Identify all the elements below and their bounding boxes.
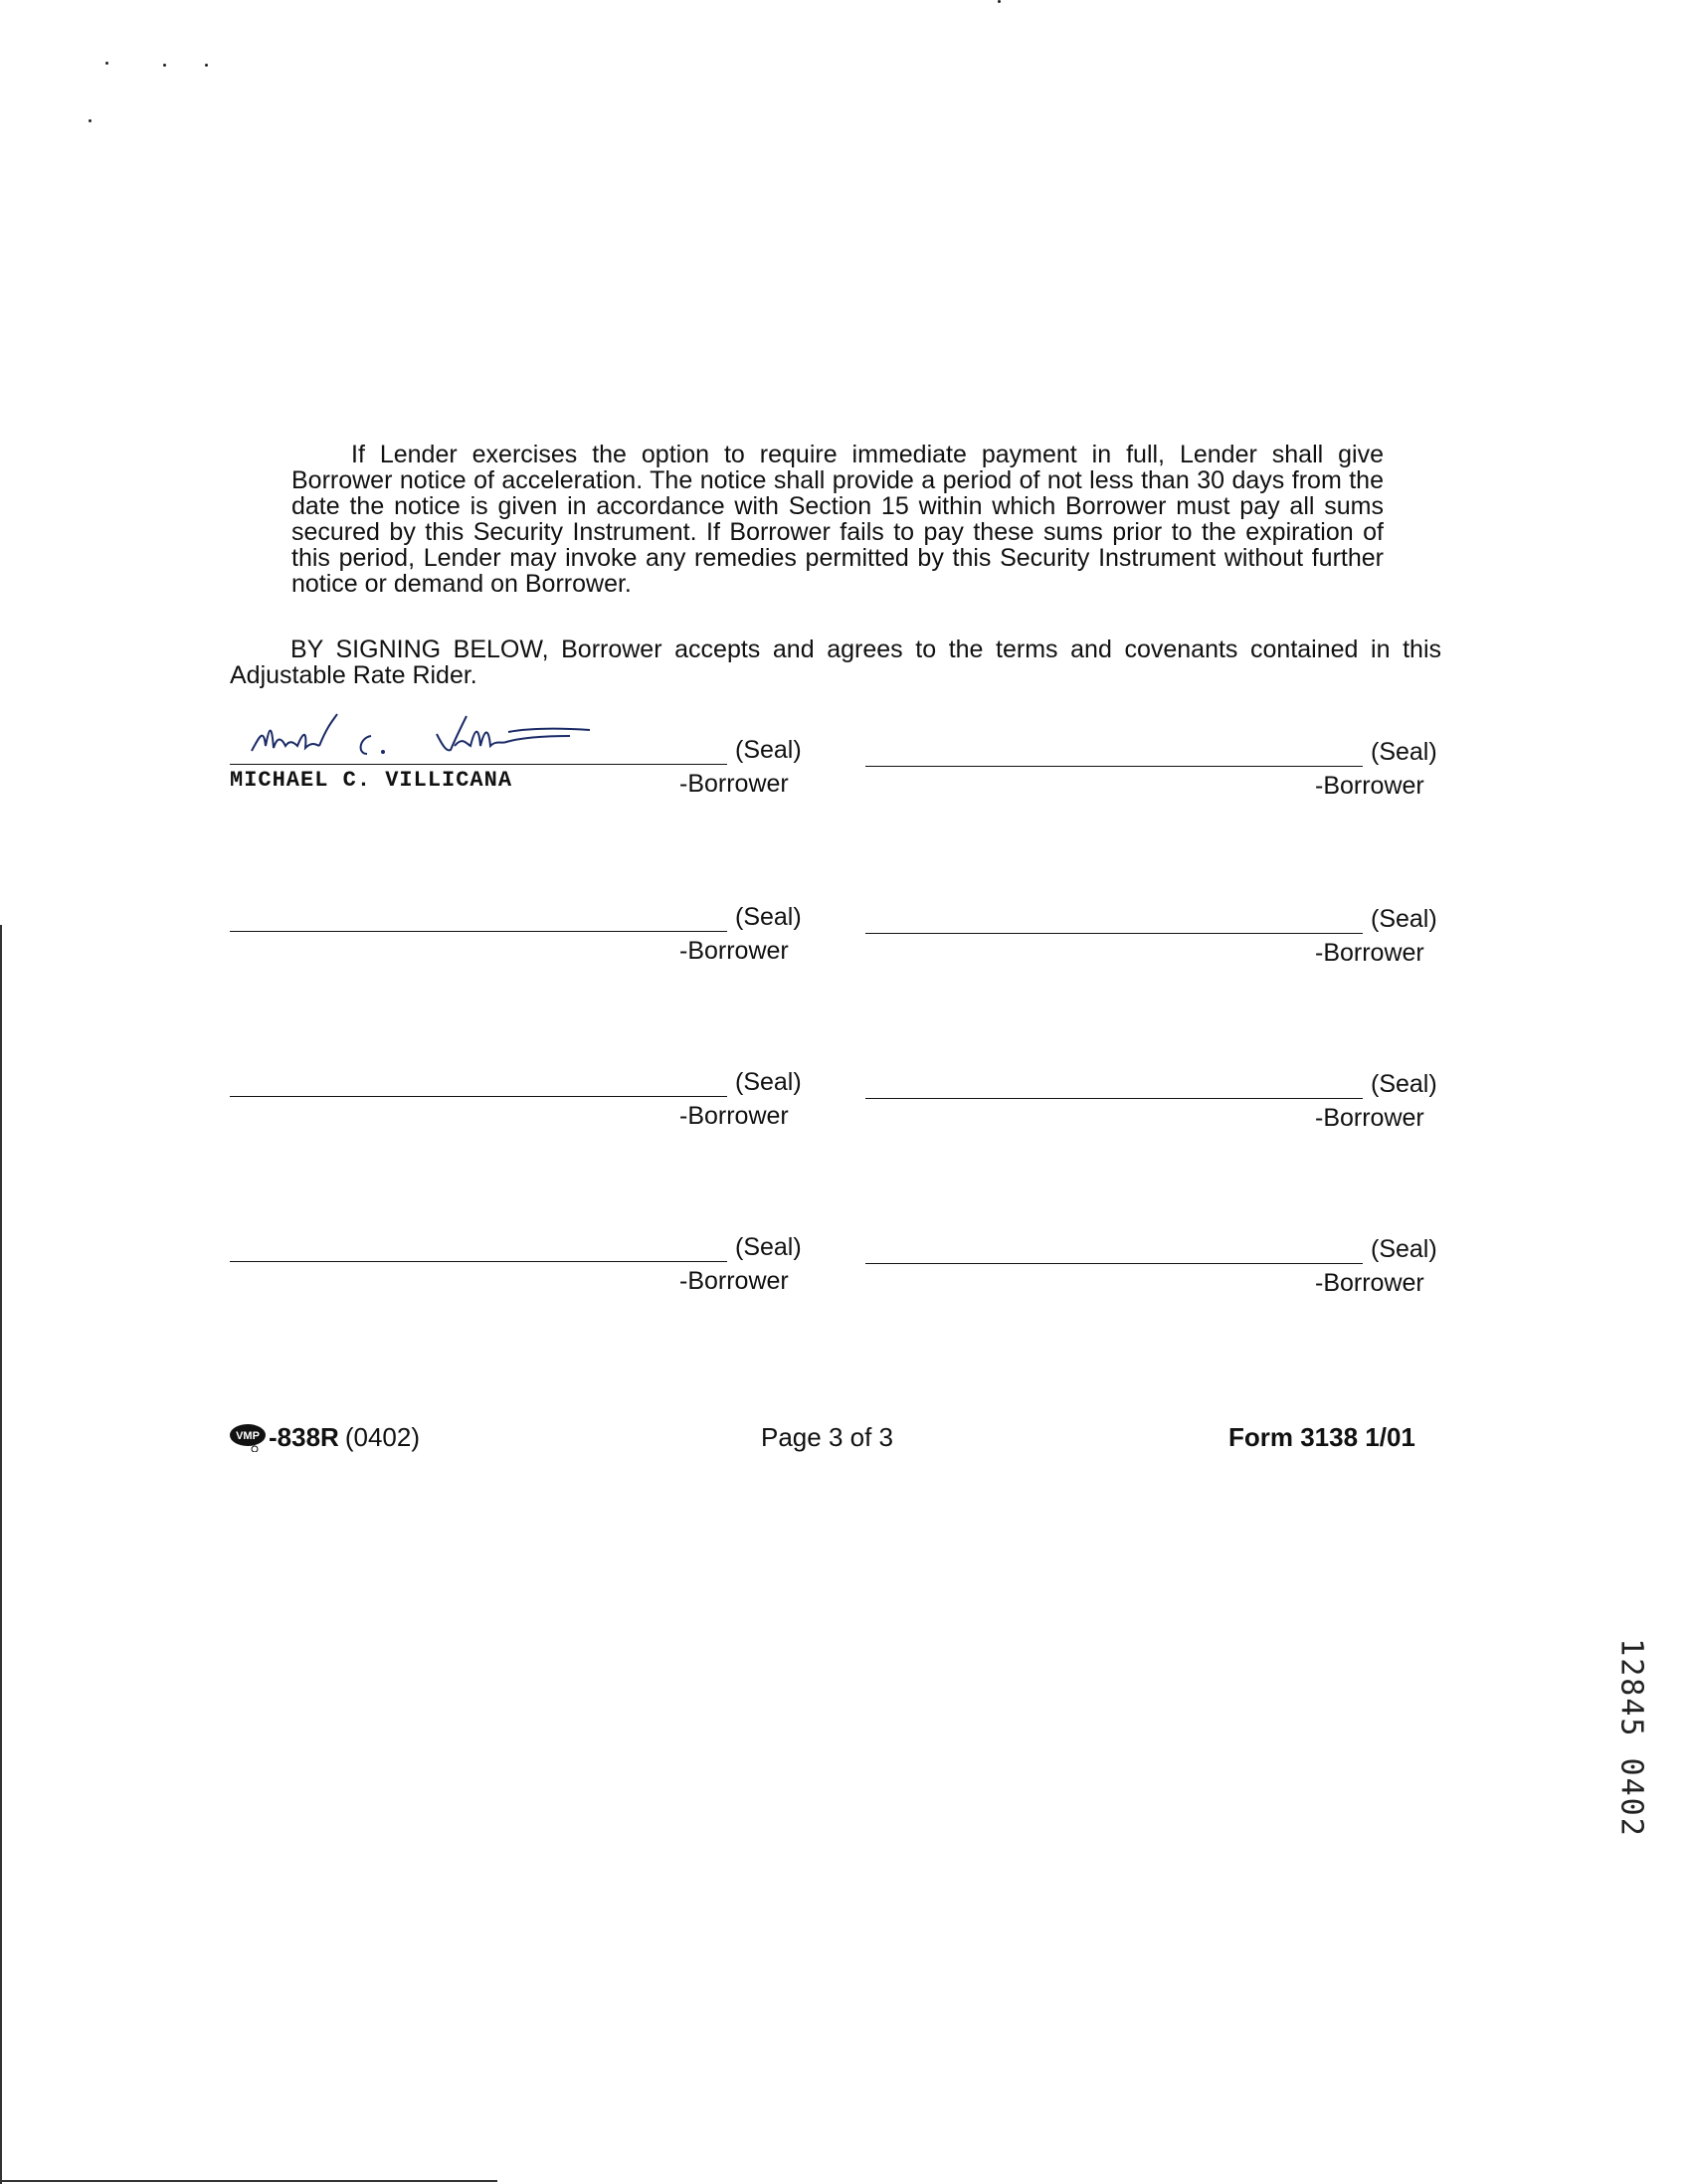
signing-paragraph: BY SIGNING BELOW, Borrower accepts and agrees to the terms and covenants contained in this Adjustable Rate Rider.	[230, 636, 1441, 689]
form-id	[229, 1422, 420, 1452]
signature-line[interactable]	[865, 1070, 1363, 1099]
signature-block-7	[230, 1233, 807, 1293]
signature-block-3	[230, 903, 807, 963]
form-number: Form 3138 1/01	[1228, 1422, 1415, 1452]
scan-speck	[163, 64, 166, 67]
seal-label: (Seal)	[1371, 738, 1437, 766]
signature-block-6	[865, 1070, 1442, 1130]
signature-block-2	[865, 738, 1442, 798]
signature-line[interactable]	[865, 738, 1363, 767]
seal-label: (Seal)	[1371, 1235, 1437, 1263]
borrower-label: -Borrower	[679, 1267, 789, 1295]
seal-label: (Seal)	[735, 1068, 802, 1096]
borrower-label: -Borrower	[679, 1102, 789, 1130]
borrower-label: -Borrower	[1315, 1269, 1424, 1297]
scan-speck	[105, 62, 108, 65]
seal-label: (Seal)	[735, 1233, 802, 1261]
signature-line[interactable]	[230, 1068, 727, 1097]
scan-speck	[205, 64, 208, 67]
vmp-logo-icon	[229, 1422, 267, 1452]
seal-label: (Seal)	[1371, 905, 1437, 933]
scan-speck	[998, 0, 1001, 3]
scan-bottom-line	[0, 2180, 497, 2182]
signature-block-1	[230, 736, 807, 796]
vmp-logo-text: VMP	[236, 1430, 260, 1442]
seal-label: (Seal)	[735, 903, 802, 931]
borrower-label: -Borrower	[679, 937, 789, 965]
scan-speck	[89, 119, 92, 122]
recording-number-stamp	[1601, 1601, 1661, 1880]
seal-label: (Seal)	[735, 736, 802, 764]
acceleration-paragraph: If Lender exercises the option to require immediate payment in full, Lender shall give Borrower notice of acceleration. The notice shall provide a period of not less than 30 days from the date the notice is given in accordance with Section 15 within which Borrower must pay all sums secured by this Security Instrument. If Borrower fails to pay these sums prior to the expiration of this period, Lender may invoke any remedies permitted by this Security Instrument without further notice or demand on Borrower.	[291, 441, 1384, 598]
borrower-label: -Borrower	[1315, 939, 1424, 967]
signer-name: MICHAEL C. VILLICANA	[230, 768, 513, 793]
recording-number: 12845 0402	[1613, 1638, 1649, 1838]
handwritten-signature	[242, 706, 600, 766]
signature-block-5	[230, 1068, 807, 1128]
signature-line[interactable]	[865, 1235, 1363, 1264]
borrower-label: -Borrower	[1315, 1104, 1424, 1132]
borrower-label: -Borrower	[679, 770, 789, 798]
signature-line[interactable]	[865, 905, 1363, 934]
signature-block-8	[865, 1235, 1442, 1295]
page-number: Page 3 of 3	[761, 1422, 893, 1452]
signature-block-4	[865, 905, 1442, 965]
signature-line[interactable]	[230, 903, 727, 932]
form-code: -838R	[269, 1422, 339, 1452]
seal-label: (Seal)	[1371, 1070, 1437, 1098]
scan-edge-line	[0, 925, 2, 2184]
borrower-label: -Borrower	[1315, 772, 1424, 800]
signature-line[interactable]	[230, 1233, 727, 1262]
form-code-suffix: (0402)	[344, 1422, 420, 1452]
